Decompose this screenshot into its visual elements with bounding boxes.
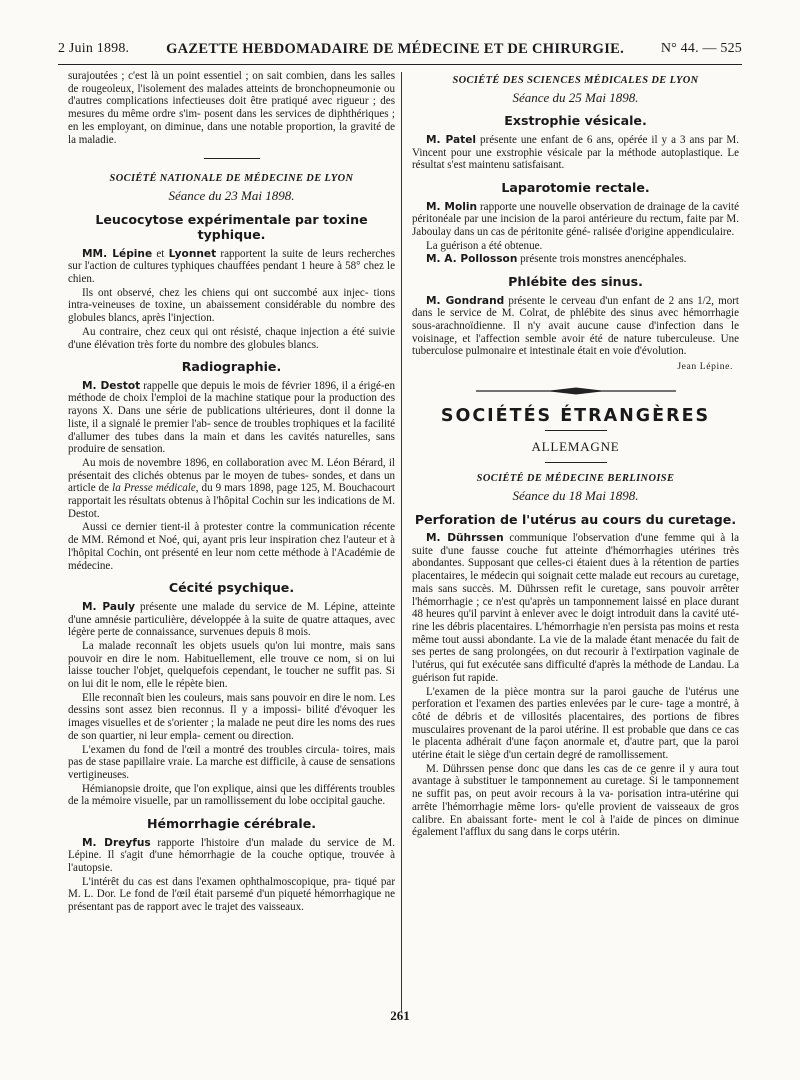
paragraph: MM. Lépine et Lyonnet rapportent la suite de leurs recherches sur l'action de cultures typhiques chauffées pendant 1 heure à 58° chez le chien. — [68, 247, 395, 286]
section-heading: Perforation de l'utérus au cours du curetage. — [414, 511, 737, 527]
paragraph: Hémianopsie droite, que l'on explique, ainsi que les différents troubles de la mémoire visuelle, par un ramollissement du lobe occipital gauche. — [68, 782, 395, 808]
session-date: Séance du 18 Mai 1898. — [512, 487, 639, 503]
paragraph: M. Destot rappelle que depuis le mois de février 1896, il a érigé-en méthode de choix l'emploi de la machine statique pour la production des rayons X. Dans une série de publications ultérieures, dont il donne la liste, il a signalé le premier l'ab- sence de troubles trophiques et la facilité d'allumer des tubes dans la main et dans les cavités naturelles, sans produire de sensation. — [68, 379, 395, 456]
column-divider — [401, 72, 402, 1012]
continued-paragraph: surajoutées ; c'est là un point essentiel ; on sait combien, dans les salles de rougeoleux, l'isolement des malades atteints de bronchopneumonie ou d'autres complications infectieuses doit être pratiqué avec rigueur ; des mesures du même ordre s'im- posent dans les services de diphthériques ; en les employant, on diminue, dans une notable proportion, la gravité de la maladie. — [68, 70, 395, 146]
session-date: Séance du 25 Mai 1898. — [512, 89, 639, 105]
section-heading: Exstrophie vésicale. — [504, 113, 647, 129]
paragraph: Elle reconnaît bien les couleurs, mais sans pouvoir en dire le nom. Les dessins sont assez bien reconnus. Il y a impossi- bilité d'évoquer les images visuelles et de s'orienter ; la malade ne peut dire les noms des rues de son quartier, ni leur empla- cement ou direction. — [68, 691, 395, 742]
right-column — [412, 70, 739, 840]
society-name: SOCIÉTÉ DES SCIENCES MÉDICALES DE LYON — [452, 75, 699, 86]
section-heading: Phlébite des sinus. — [508, 274, 643, 290]
paragraph: M. Molin rapporte une nouvelle observation de drainage de la cavité péritonéale par une incision de la paroi antérieure du rectum, faite par M. Jaboulay dans un cas de péritonite géné- ralisée d'origine appendiculaire. — [412, 200, 739, 238]
speaker-name: Lyonnet — [168, 247, 217, 260]
paragraph: M. Dührssen communique l'observation d'une femme qui à la suite d'une fausse couche fut atteinte d'hémorrhagies utérines très abondantes. Supposant que celles-ci étaient dues à la rétention de parties placentaires, le médecin qui soignait cette malade eut recours au curetage, mais sans succès. M. Dührssen refit le curetage, sans pouvoir arrêter l'hémorrhagie ; ce n'est qu'après un tamponnement laissé en place durant 48 heures qu'il parvint à enlever avec le doigt introduit dans la cavité uté- rine les débris placentaires. L'hémorrhagie n'en persista pas moins et resta même tout aussi abondante. La vie de la malade étant menacée du fait de ses pertes de sang prolongées, on dut recourir à l'extirpation vaginale de l'utérus, qui fut exécutée sans difficulté d'après la méthode de Landau. La guérison fut rapide. — [412, 532, 739, 684]
running-header — [58, 36, 742, 62]
speaker-name: M. Molin — [426, 200, 478, 213]
speaker-name: M. Dührssen — [426, 532, 504, 545]
page-number: 261 — [390, 1008, 410, 1023]
speaker-name: M. Dreyfus — [82, 836, 151, 849]
section-heading: Radiographie. — [181, 359, 282, 375]
section-separator — [545, 462, 607, 463]
paragraph: Au contraire, chez ceux qui ont résisté, chaque injection a été suivie d'une élévation très forte du nombre des globules blancs. — [68, 325, 395, 351]
speaker-name: MM. Lépine — [82, 247, 153, 260]
section-separator — [204, 158, 260, 159]
paragraph: L'intérêt du cas est dans l'examen ophthalmoscopique, pra- tiqué par M. L. Dor. Le fond de l'œil était parsemé d'un piqueté hémorrhagique ne présentant pas de rapport avec le trajet des vaisseaux. — [68, 875, 395, 914]
paragraph: L'examen du fond de l'œil a montré des troubles circula- toires, mais pas de stase papillaire vraie. La marche est difficile, à cause de sensations vertigineuses. — [68, 743, 395, 781]
speaker-name: M. A. Pollosson — [426, 253, 518, 266]
paragraph: M. Dührssen pense donc que dans les cas de ce genre il y aura tout avantage à substituer le tamponnement au curetage. Si le tamponnement ne suffit pas, on peut avoir recours à la va- porisation intra-utérine qui arrête l'hémorrhagie même lors- qu'elle provient de vaisseaux de gros calibre. En abaissant forte- ment le col à l'aide de pinces on diminue également l'afflux du sang dans le corps utérin. — [412, 762, 739, 839]
speaker-name: M. Destot — [82, 379, 141, 392]
speaker-name: M. Gondrand — [426, 294, 505, 307]
paragraph: M. Dreyfus rapporte l'histoire d'un malade du service de M. Lépine. Il s'agit d'une hémorrhagie de la couche optique, trouvée à l'autopsie. — [68, 836, 395, 874]
paragraph: La guérison a été obtenue. — [426, 239, 543, 252]
journal-reference: la Presse médicale — [112, 482, 196, 495]
paragraph: Aussi ce dernier tient-il à protester contre la communication récente de MM. Rémond et Noé, qui, ayant pris leur inspiration chez l'auteur et à l'hôpital Cochin, ont présenté en leur nom cette méthode à l'Académie de médecine. — [68, 521, 395, 572]
session-date: Séance du 23 Mai 1898. — [168, 187, 295, 203]
country-heading: ALLEMAGNE — [531, 439, 620, 455]
author-signature: Jean Lépine. — [677, 361, 733, 373]
foreign-societies-title: SOCIÉTÉS ÉTRANGÈRES — [440, 405, 711, 426]
paragraph: M. A. Pollosson présente trois monstres anencéphales. — [426, 253, 687, 266]
header-date: 2 Juin 1898. — [58, 41, 130, 56]
paragraph: Au mois de novembre 1896, en collaboration avec M. Léon Bérard, il présentait des clichés obtenus par le moyen de tubes- sondes, et dans un article de la Presse médicale, du 9 mars 1898, page 125, M. Bouchacourt rapportait les résultats obtenus à l'hôpital Cochin sur les indications de M. Destot. — [68, 456, 396, 520]
speaker-name: M. Pauly — [82, 600, 136, 613]
paragraph: M. Patel présente une enfant de 6 ans, opérée il y a 3 ans par M. Vincent pour une exstrophie vésicale par la méthode autoplastique. Le résultat s'est maintenu satisfaisant. — [412, 133, 739, 172]
paragraph: M. Gondrand présente le cerveau d'un enfant de 2 ans 1/2, mort dans le service de M. Colrat, de phlébite des sinus avec hémorrhagie sous-arachnoïdienne. Il n'y avait aucune cause d'infection dans le voisinage, et l'affection semble avoir été de nature tuberculeuse. Une tuberculose pulmonaire et intestinale était en voie d'évolution. — [412, 294, 739, 358]
paragraph: L'examen de la pièce montra sur la paroi gauche de l'utérus une perforation et l'examen des parties enlevées par le cure- tage a montré, à côté de débris et de villosités placentaires, des portions de fibres musculaires provenant de la paroi utérine. Il est probable que dans ce cas le placenta adhérait d'une façon anormale et, d'autre part, que la paroi utérine était le siège d'un certain degré de ramollissement. — [412, 685, 739, 762]
section-heading: Laparotomie rectale. — [501, 180, 650, 196]
society-name: SOCIÉTÉ NATIONALE DE MÉDECINE DE LYON — [109, 173, 354, 185]
header-rule — [58, 64, 742, 65]
paragraph: Ils ont observé, chez les chiens qui ont succombé aux injec- tions intra-veineuses de toxine, un abaissement considérable du nombre des globules blancs, après l'injection. — [68, 286, 395, 325]
section-separator — [545, 430, 607, 431]
paragraph: M. Pauly présente une malade du service de M. Lépine, atteinte d'une amnésie particulière, développée à la suite de quatre attaques, avec légère perte de connaissance, survenues depuis 8 mois. — [68, 600, 395, 639]
left-column — [68, 70, 395, 915]
section-heading: Cécité psychique. — [168, 580, 295, 596]
paragraph: La malade reconnaît les objets usuels qu'on lui montre, mais sans pouvoir en dire le nom. Habituellement, elle trouve ce nom, si on lui laisse toucher l'objet, quelquefois cependant, le toucher ne suffit pas. Si on lui dit le nom, elle le répète bien. — [68, 639, 395, 691]
journal-title: GAZETTE HEBDOMADAIRE DE MÉDECINE ET DE CHIRURGIE. — [166, 40, 625, 57]
section-heading: Hémorrhagie cérébrale. — [146, 816, 317, 832]
ornamental-rule — [476, 386, 676, 396]
speaker-name: M. Patel — [426, 133, 477, 146]
society-name: SOCIÉTÉ DE MÉDECINE BERLINOISE — [476, 473, 675, 485]
issue-number: N° 44. — 525 — [660, 41, 742, 56]
section-heading: Leucocytose expérimentale par toxine typhique. — [95, 211, 368, 243]
